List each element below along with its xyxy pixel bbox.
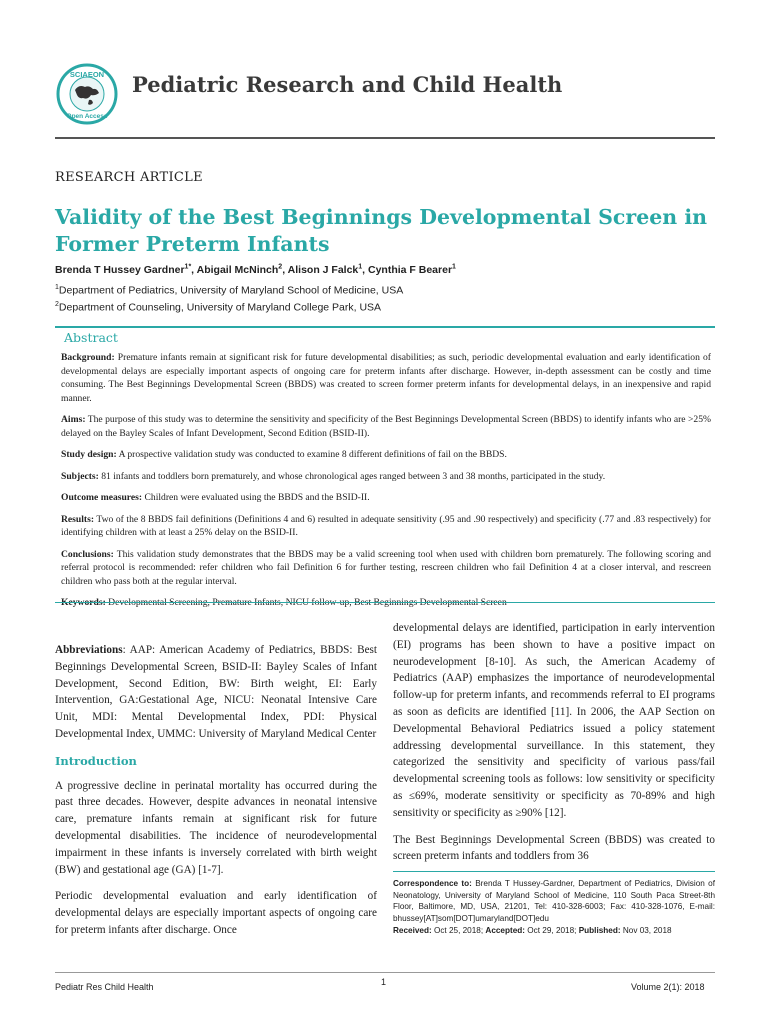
header-divider <box>55 137 715 139</box>
intro-paragraph-1: A progressive decline in perinatal mortality has occurred during the past three decades. However, despite advances in neonatal intensive care, premature infants remain at significant risk for future developmental disabilities. The incidence of neurodevelopmental impairment in these infants is inversely correlated with birth weight (BW) and gestational age (GA) [1-7]. <box>55 779 377 876</box>
correspondence-divider <box>393 871 715 872</box>
abstract-body <box>61 351 711 618</box>
authors-text: Brenda T Hussey Gardner$^{1*}$, Abigail McNinch$^2$, Alison J Falck$^1$, Cynthia F Bearer$^1$ <box>55 263 456 276</box>
abstract-heading: Abstract <box>64 330 118 345</box>
abstract-divider-bottom <box>55 602 715 603</box>
abstract-conclusions: Conclusions: This validation study demonstrates that the BBDS may be a valid screening tool when used with children born prematurely. The following scoring and referral protocol is recommended: refer children who fail Definition 6 for further testing, rescreen children who fail Definition 4 at a closer interval, and rescreen children who pass both at the regular interval. <box>61 548 711 587</box>
footer-volume: Volume 2(1): 2018 <box>631 982 705 992</box>
intro-paragraph-4: The Best Beginnings Developmental Screen (BBDS) was created to screen preterm infants and toddlers from 36 <box>393 833 715 863</box>
paper-title: Validity of the Best Beginnings Developmental Screen in Former Preterm Infants <box>55 205 708 256</box>
journal-title: Pediatric Research and Child Health <box>132 72 563 97</box>
introduction-heading: Introduction <box>55 753 137 768</box>
abstract-aims: Aims: The purpose of this study was to determine the sensitivity and specificity of the Best Beginnings Developmental Screen (BBDS) to identify infants who are >25% delayed on the Bayley Scales of Infant Development, Second Edition (BSID-II). <box>61 414 711 439</box>
intro-paragraph-2: Periodic developmental evaluation and early identification of developmental delays are especially important aspects of ongoing care for preterm infants after discharge. Once <box>55 890 377 936</box>
svg-text:SCIAEON: SCIAEON <box>69 70 105 79</box>
affiliation-1: $^1$Department of Pediatrics, University of Maryland School of Medicine, USA <box>55 284 404 297</box>
abstract-subjects: Subjects: 81 infants and toddlers born prematurely, and whose chronological ages ranged between 3 and 38 months, participated in the study. <box>61 470 606 482</box>
page-number: 1 <box>381 977 387 987</box>
abstract-divider-top <box>55 326 715 328</box>
abstract-background: Background: Premature infants remain at significant risk for future developmental disabilities; as such, periodic developmental evaluation and early identification of developmental delays are especially important aspects of ongoing care for preterm infants after discharge. However, in-depth assessment can be costly and time consuming. The Best Beginnings Developmental Screen (BBDS) was created to screen former preterm infants for developmental delays, in an inexpensive and rapid manner. <box>61 352 711 404</box>
abbreviations: Abbreviations: AAP: American Academy of Pediatrics, BBDS: Best Beginnings Developmental Screen, BSID-II: Bayley Scales of Infant Development, Second Edition, BW: Birth weight, EI: Early Intervention, GA:Gestational Age, NICU: Neonatal Intensive Care Unit, MDI: Mental Developmental Index, PDI: Physical Developmental Index, UMMC: University of Maryland Medical Center <box>55 644 377 740</box>
affiliations <box>55 281 403 314</box>
publication-dates: Received: Oct 25, 2018; Accepted: Oct 29, 2018; Published: Nov 03, 2018 <box>393 926 672 935</box>
author-list <box>55 263 456 276</box>
article-type: RESEARCH ARTICLE <box>55 170 203 185</box>
footer-divider <box>55 972 715 973</box>
correspondence: Correspondence to: Brenda T Hussey-Gardner, Department of Pediatrics, Division of Neonatology, University of Maryland School of Medicine, 110 South Paca Street-8th Floor, Baltimore, MD, USA, 21201, Tel: 410-328-6003; Fax: 410-328-1076, E-mail: bhussey[AT]som[DOT]umaryland[DOT]edu <box>393 879 715 923</box>
intro-paragraph-3: developmental delays are identified, participation in early intervention (EI) programs has been shown to have a positive impact on neurodevelopment [8-10]. As such, the American Academy of Pediatrics (AAP) emphasizes the importance of neurodevelopmental follow-up for preterm infants, and recommends referral to EI programs as soon as deficits are identified [11]. In 2006, the AAP Section on Developmental Behavioral Pediatrics issued a policy statement addressing developmental surveillance. In this statement, they categorized the sensitivity and specificity of various pass/fail developmental screening tools as follows: low sensitivity or specificity as ≤69%, moderate sensitivity or specificity as 70-89% and high sensitivity or specificity as ≥90% [12]. <box>393 622 715 819</box>
abstract-results: Results: Two of the 8 BBDS fail definitions (Definitions 4 and 6) resulted in adequate sensitivity (.95 and .90 respectively) and specificity (.77 and .83 respectively) for identifying children with at least a 25% delay on the BSID-II. <box>61 513 711 538</box>
abstract-outcome-measures: Outcome measures: Children were evaluated using the BBDS and the BSID-II. <box>61 492 370 503</box>
abstract-study-design: Study design: A prospective validation study was conducted to examine 8 different definitions of fail on the BBDS. <box>61 449 507 460</box>
right-column <box>393 620 715 875</box>
affiliation-2: $^2$Department of Counseling, University of Maryland College Park, USA <box>55 300 382 313</box>
globe-icon <box>55 62 119 126</box>
svg-text:Open Access: Open Access <box>66 113 108 120</box>
footer-journal-abbrev: Pediatr Res Child Health <box>55 982 154 992</box>
left-column <box>55 642 377 949</box>
journal-logo <box>55 62 119 126</box>
